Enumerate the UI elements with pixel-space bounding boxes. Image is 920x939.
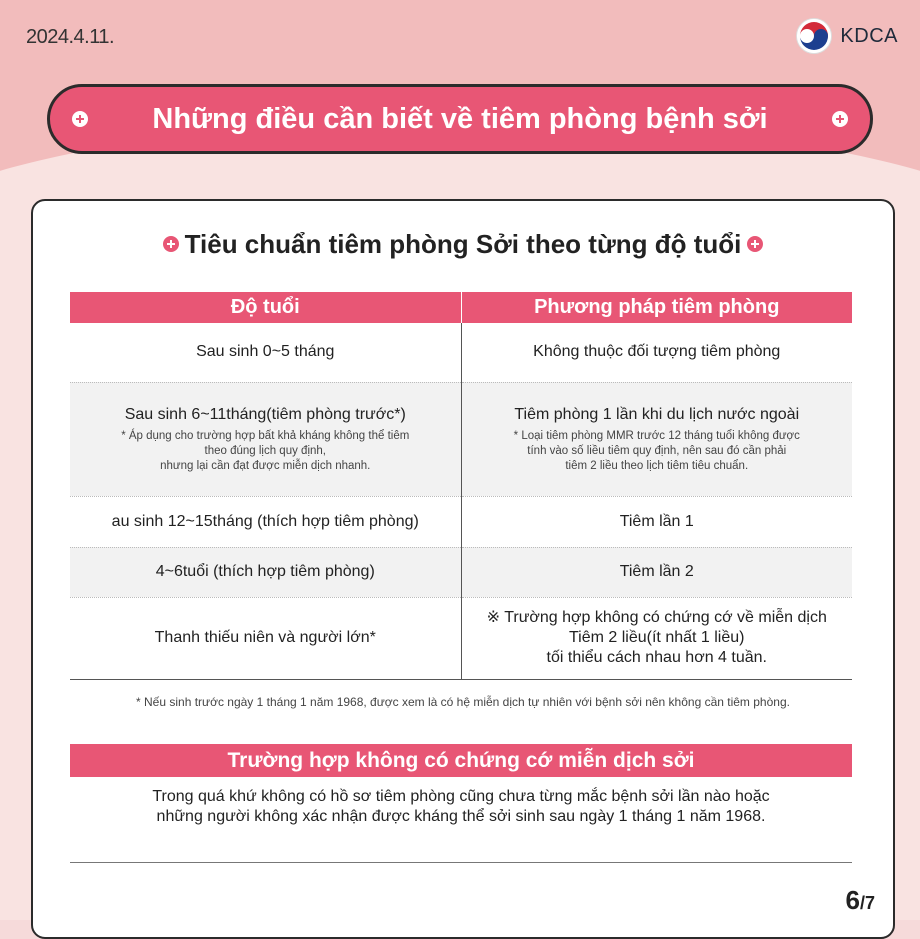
age-text: 4~6tuổi (thích hợp tiêm phòng)	[155, 563, 375, 580]
table-row	[70, 547, 852, 597]
plus-circle-icon	[832, 111, 848, 127]
kdca-logo-icon	[796, 18, 832, 54]
method-text: Tiêm lần 2	[619, 563, 694, 580]
plus-circle-icon	[163, 236, 179, 252]
date-label: 2024.4.11.	[26, 26, 115, 48]
plus-circle-icon	[72, 111, 88, 127]
table-row	[70, 382, 852, 496]
method-text: Tiêm phòng 1 lần khi du lịch nước ngoài	[514, 405, 800, 423]
method-text: Tiêm lần 1	[619, 512, 694, 530]
age-cell	[70, 547, 461, 597]
age-note: * Áp dụng cho trường hợp bất khả kháng không thể tiêm theo đúng lịch quy định, nhưng lại cần đạt được miễn dịch nhanh.	[121, 429, 410, 472]
method-cell	[461, 323, 852, 382]
vaccination-schedule-table	[70, 292, 852, 680]
age-cell	[70, 597, 461, 679]
column-header-age: Độ tuổi	[70, 292, 461, 323]
method-cell	[461, 547, 852, 597]
content-card	[31, 199, 895, 939]
no-immunity-box-title: Trường hợp không có chứng cớ miễn dịch sởi	[70, 744, 852, 777]
age-text: Thanh thiếu niên và người lớn*	[154, 629, 376, 646]
kdca-logo	[796, 18, 898, 54]
method-cell	[461, 496, 852, 547]
method-note: * Loại tiêm phòng MMR trước 12 tháng tuổi không được tính vào số liều tiêm quy định, nên sau đó cần phải tiêm 2 liều theo lịch tiêm tiêu chuẩn.	[513, 429, 800, 472]
method-cell	[461, 382, 852, 496]
footnote: * Nếu sinh trước ngày 1 tháng 1 năm 1968, được xem là có hệ miễn dịch tự nhiên với bệnh sởi nên không cần tiêm phòng.	[136, 695, 790, 709]
age-text: au sinh 12~15tháng (thích hợp tiêm phòng)	[111, 512, 419, 530]
age-text: Sau sinh 6~11tháng(tiêm phòng trước*)	[124, 405, 406, 423]
table-row	[70, 597, 852, 679]
column-header-method: Phương pháp tiêm phòng	[461, 292, 852, 323]
page-indicator	[846, 885, 875, 916]
table-row	[70, 496, 852, 547]
no-immunity-box-body: Trong quá khứ không có hồ sơ tiêm phòng cũng chưa từng mắc bệnh sởi lần nào hoặc những người không xác nhận được kháng thể sởi sinh sau ngày 1 tháng 1 năm 1968.	[152, 788, 770, 825]
banner-title: Những điều cần biết về tiêm phòng bệnh sởi	[152, 102, 768, 135]
title-banner	[47, 84, 873, 154]
method-cell	[461, 597, 852, 679]
age-cell	[70, 496, 461, 547]
plus-circle-icon	[747, 236, 763, 252]
page-total: /7	[859, 893, 875, 913]
age-cell	[70, 382, 461, 496]
divider	[70, 862, 852, 863]
card-heading-text: Tiêu chuẩn tiêm phòng Sởi theo từng độ tuổi	[184, 229, 742, 259]
age-text: Sau sinh 0~5 tháng	[196, 343, 335, 361]
method-text: Không thuộc đối tượng tiêm phòng	[533, 343, 781, 361]
page-current: 6	[845, 885, 860, 915]
table-header-row	[70, 292, 852, 323]
logo-text: KDCA	[840, 24, 898, 47]
method-text: ※ Trường hợp không có chứng cớ về miễn dịch Tiêm 2 liều(ít nhất 1 liều) tối thiểu cách nhau hơn 4 tuần.	[486, 609, 827, 666]
table-row	[70, 323, 852, 382]
age-cell	[70, 323, 461, 382]
card-heading	[33, 229, 893, 260]
